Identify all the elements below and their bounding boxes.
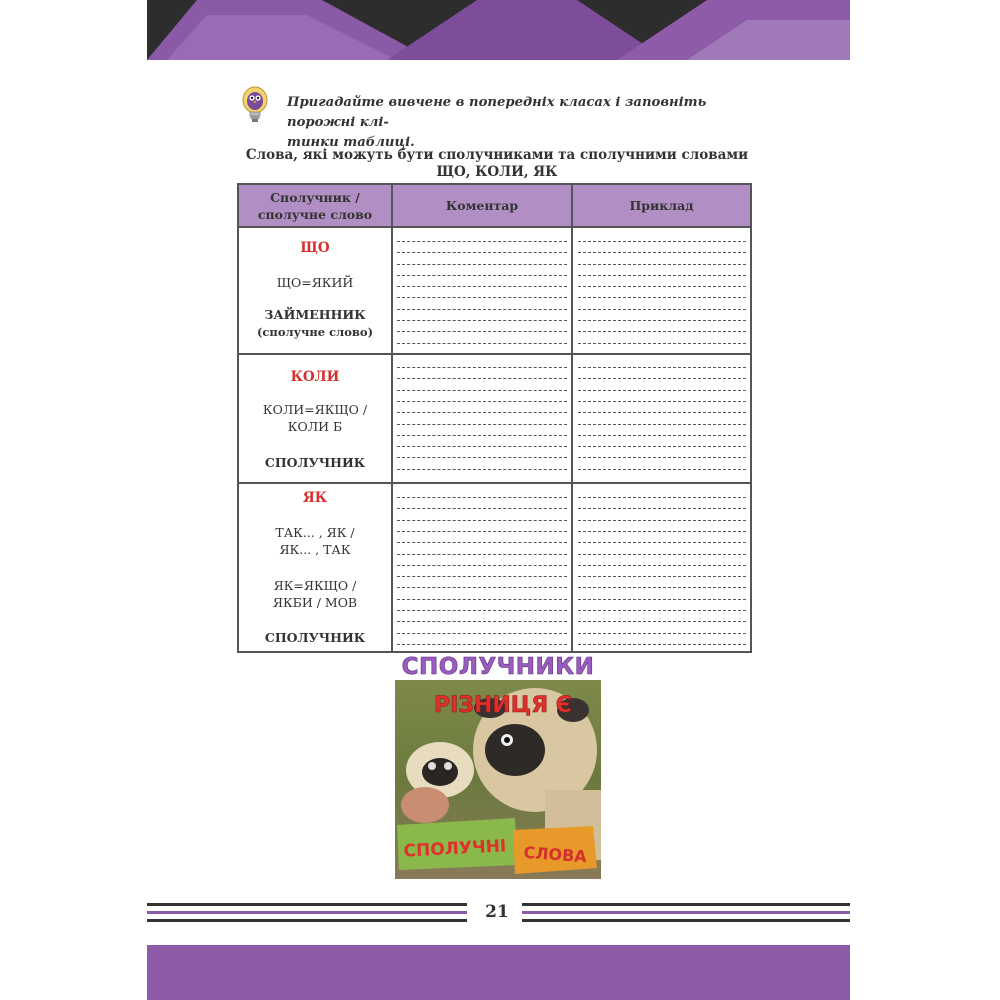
fill-in-line (578, 401, 746, 402)
fill-in-line (397, 508, 567, 509)
fill-in-line (397, 252, 567, 253)
table-title-line-2: ЩО, КОЛИ, ЯК (436, 164, 558, 180)
footer-band (147, 945, 850, 1000)
fill-in-line (578, 610, 746, 611)
fill-in-line (397, 309, 567, 310)
header-comment: Коментар (445, 198, 519, 213)
task-text-line-2: тинки таблиці. (287, 135, 415, 150)
fill-in-line (578, 554, 746, 555)
fill-in-line (397, 390, 567, 391)
fill-in-line (397, 599, 567, 600)
fill-in-line (397, 241, 567, 242)
fill-in-line (397, 497, 567, 498)
task-text-line-1: Пригадайте вивчене в попередніх класах і заповніть порожні клі- (287, 95, 707, 130)
lightbulb-with-owl-icon (241, 86, 271, 126)
fill-in-line (578, 520, 746, 521)
fill-in-line (578, 565, 746, 566)
fill-in-line (397, 576, 567, 577)
term-kind: СПОЛУЧНИК (264, 455, 366, 470)
header-band (147, 0, 850, 60)
fill-in-line (578, 457, 746, 458)
fill-in-line (578, 412, 746, 413)
fill-in-line (397, 621, 567, 622)
term-pattern-line-1: ТАК... , ЯК / (275, 525, 355, 540)
fill-in-line (578, 286, 746, 287)
fill-in-line (397, 633, 567, 634)
fill-in-line (397, 457, 567, 458)
term-meaning: ЩО=ЯКИЙ (276, 275, 354, 290)
header-conjunction-line-1: Сполучник / (270, 189, 360, 205)
pug-photo (395, 680, 601, 879)
fill-in-line (397, 644, 567, 645)
task-instruction (242, 90, 852, 153)
term-meaning-line-2: ЯКБИ / МОВ (272, 595, 358, 610)
fill-in-line (397, 554, 567, 555)
header-example: Приклад (629, 198, 694, 213)
fill-in-line (578, 446, 746, 447)
fill-in-line (397, 446, 567, 447)
fill-in-line (397, 367, 567, 368)
row-koly-term (239, 355, 391, 482)
illustration (395, 654, 601, 879)
fill-in-line (397, 531, 567, 532)
term-word: КОЛИ (290, 369, 340, 385)
fill-in-line (578, 241, 746, 242)
fill-in-line (397, 542, 567, 543)
label-left: СПОЛУЧНІ (403, 836, 507, 862)
fill-in-line (397, 520, 567, 521)
fill-in-line (578, 508, 746, 509)
fill-in-line (397, 587, 567, 588)
row-yak-term (239, 484, 391, 651)
fill-in-line (578, 424, 746, 425)
term-meaning-line-1: ЯК=ЯКЩО / (273, 578, 357, 593)
table-header-row (239, 185, 750, 228)
fill-in-line (578, 621, 746, 622)
fill-in-line (578, 542, 746, 543)
fill-in-line (578, 297, 746, 298)
fill-in-line (578, 309, 746, 310)
fill-in-line (578, 633, 746, 634)
fill-in-line (397, 297, 567, 298)
fill-in-line (578, 390, 746, 391)
fill-in-line (578, 599, 746, 600)
term-kind-note: (сполучне слово) (256, 325, 374, 339)
fill-in-line (397, 469, 567, 470)
fill-in-line (578, 644, 746, 645)
fill-in-line (397, 610, 567, 611)
fill-in-line (397, 331, 567, 332)
term-kind: ЗАЙМЕННИК (264, 307, 366, 322)
fill-in-line (578, 264, 746, 265)
caption-top: РІЗНИЦЯ Є (434, 693, 572, 718)
fill-in-line (397, 378, 567, 379)
textbook-page (147, 0, 850, 1000)
fill-in-line (397, 435, 567, 436)
header-conjunction (239, 185, 391, 226)
term-kind: СПОЛУЧНИК (264, 630, 366, 645)
term-pattern-line-2: ЯК... , ТАК (279, 542, 351, 557)
fill-in-line (578, 435, 746, 436)
task-text (287, 93, 767, 153)
fill-in-line (397, 565, 567, 566)
fill-in-line (578, 587, 746, 588)
fill-in-line (397, 264, 567, 265)
page-number: 21 (477, 902, 517, 922)
row-shcho-term (239, 228, 391, 353)
fill-in-line (397, 275, 567, 276)
fill-in-line (397, 424, 567, 425)
fill-in-line (578, 576, 746, 577)
fill-in-line (578, 367, 746, 368)
fill-in-line (578, 331, 746, 332)
fill-in-line (397, 320, 567, 321)
term-meaning-line-1: КОЛИ=ЯКЩО / (262, 402, 368, 417)
header-conjunction-line-2: сполучне слово (257, 206, 373, 222)
fill-in-line (578, 531, 746, 532)
fill-in-line (578, 469, 746, 470)
fill-in-line (578, 378, 746, 379)
fill-in-line (578, 320, 746, 321)
fill-in-line (397, 286, 567, 287)
fill-in-line (578, 497, 746, 498)
fill-in-line (397, 401, 567, 402)
label-right: СЛОВА (522, 842, 588, 867)
fill-in-line (578, 275, 746, 276)
fill-in-line (578, 343, 746, 344)
illustration-title: СПОЛУЧНИКИ (401, 654, 595, 680)
table-title (237, 147, 757, 181)
table-title-line-1: Слова, які можуть бути сполучниками та сполучними словами (245, 147, 749, 163)
fill-in-line (397, 343, 567, 344)
column-divider (571, 185, 573, 651)
conjunction-table (237, 183, 752, 653)
term-word: ЩО (300, 240, 330, 256)
fill-in-line (397, 412, 567, 413)
column-divider (391, 185, 393, 651)
term-meaning-line-2: КОЛИ Б (287, 419, 343, 434)
term-word: ЯК (302, 490, 328, 506)
fill-in-line (578, 252, 746, 253)
